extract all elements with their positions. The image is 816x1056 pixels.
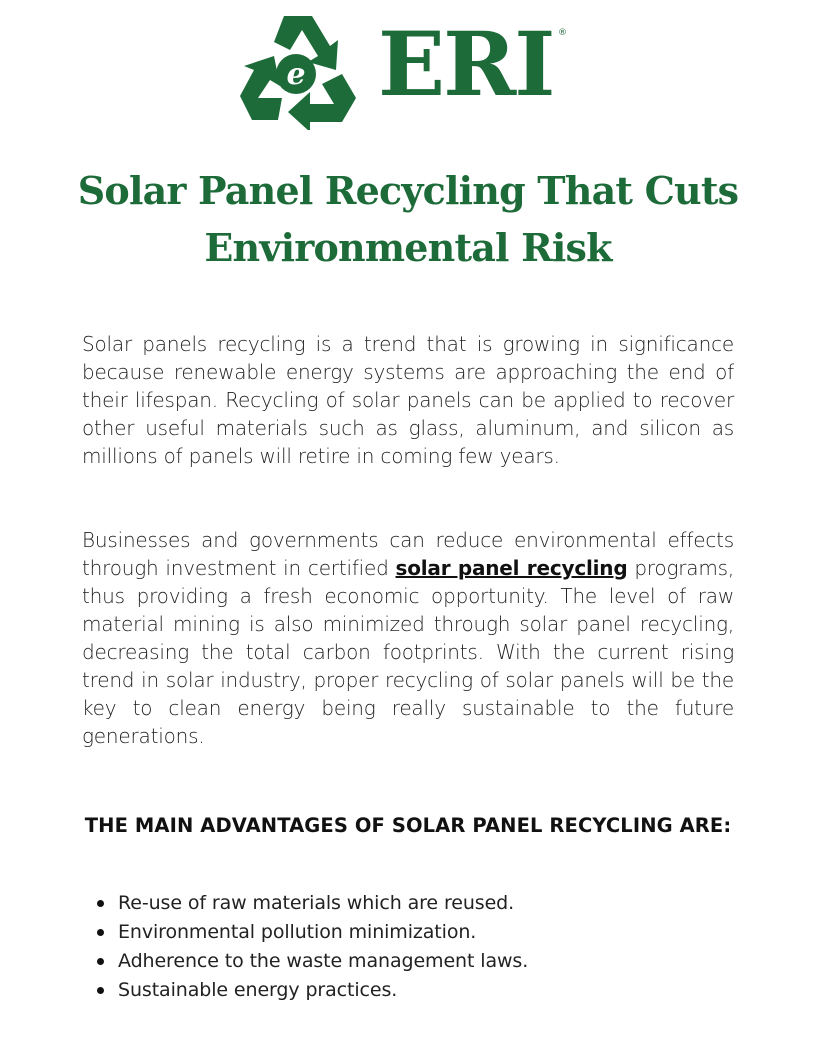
page-title-line2: Environmental Risk [204, 225, 612, 270]
list-item [82, 889, 734, 918]
list-item-text: Re-use of raw materials which are reused. [118, 892, 515, 914]
investment-paragraph [82, 526, 734, 750]
paragraph-text-after-link: programs, thus providing a fresh economic opportunity. The level of raw material mining is also minimized through solar panel recycling, decreasing the total carbon footprints. With the current rising trend in solar industry, proper recycling of solar panels will be the key to clean energy being really sustainable to the future generations. [82, 556, 734, 748]
advantages-list [82, 889, 734, 1005]
paragraph-text-before-link: Businesses and governments can reduce environmental effects through investment in certified [82, 528, 734, 580]
list-item-text: Environmental pollution minimization. [118, 921, 477, 943]
brand-name: ERI [378, 12, 554, 116]
list-item [82, 947, 734, 976]
list-item-text: Adherence to the waste management laws. [118, 950, 529, 972]
recycle-e-logo-icon [238, 12, 358, 130]
registered-mark: ® [558, 28, 567, 38]
page-title [60, 162, 756, 276]
logo-letter: e [286, 57, 306, 92]
page-title-line1: Solar Panel Recycling That Cuts [77, 168, 739, 213]
bullet-icon [97, 900, 104, 907]
brand-logo [0, 12, 816, 130]
list-item [82, 976, 734, 1005]
bullet-icon [97, 958, 104, 965]
bullet-icon [97, 987, 104, 994]
list-item-text: Sustainable energy practices. [118, 979, 398, 1001]
solar-panel-recycling-link[interactable]: solar panel recycling [395, 556, 628, 580]
bullet-icon [97, 929, 104, 936]
advantages-heading: THE MAIN ADVANTAGES OF SOLAR PANEL RECYCLING ARE: [84, 814, 732, 837]
list-item [82, 918, 734, 947]
intro-paragraph: Solar panels recycling is a trend that is growing in significance because renewable energy systems are approaching the end of their lifespan. Recycling of solar panels can be applied to recover other useful materials such as glass, aluminum, and silicon as millions of panels will retire in coming few years. [82, 332, 734, 468]
